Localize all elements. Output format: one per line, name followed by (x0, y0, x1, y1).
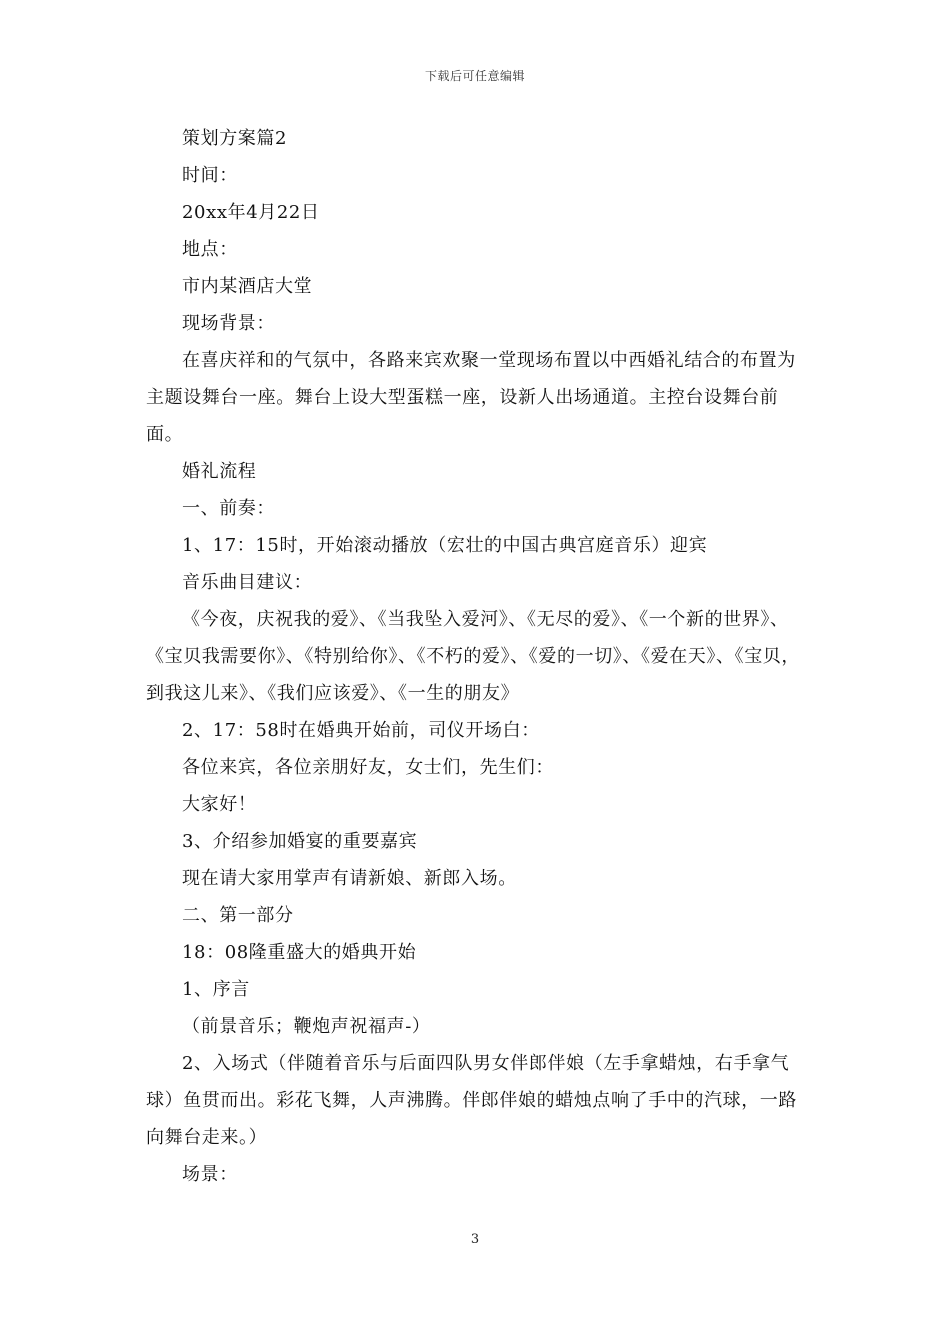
flow-heading: 婚礼流程 (182, 461, 257, 482)
section-title: 策划方案篇2 (182, 128, 288, 149)
music-suggestion-label: 音乐曲目建议： (182, 572, 313, 593)
background-label: 现场背景： (182, 313, 275, 334)
greeting-line: 各位来宾，各位亲朋好友，女士们，先生们： (182, 757, 554, 778)
prelude-item-3: 3、介绍参加婚宴的重要嘉宾 (182, 831, 418, 852)
part-two-heading: 二、第一部分 (182, 905, 294, 926)
background-text: 在喜庆祥和的气氛中，各路来宾欢聚一堂现场布置以中西婚礼结合的布置为主题设舞台一座。舞台上设大型蛋糕一座，设新人出场通道。主控台设舞台前面。 (146, 350, 796, 445)
time-label: 时间： (182, 165, 238, 186)
page-header-note: 下载后可任意编辑 (424, 69, 525, 83)
prelude-heading: 一、前奏： (182, 498, 275, 519)
prelude-item-1: 1、17：15时，开始滚动播放（宏壮的中国古典宫庭音乐）迎宾 (182, 535, 708, 556)
location-label: 地点： (182, 239, 238, 260)
invite-line: 现在请大家用掌声有请新娘、新郎入场。 (182, 868, 517, 889)
page-number: 3 (470, 1232, 480, 1247)
greeting-hello: 大家好！ (182, 794, 257, 815)
preface-music: （前景音乐；鞭炮声祝福声-） (182, 1016, 431, 1037)
preface-item: 1、序言 (182, 979, 250, 1000)
ceremony-start: 18：08隆重盛大的婚典开始 (182, 942, 417, 963)
scene-label: 场景： (182, 1164, 238, 1185)
time-value: 20xx年4月22日 (182, 202, 320, 223)
music-list: 《今夜，庆祝我的爱》、《当我坠入爱河》、《无尽的爱》、《一个新的世界》、《宝贝我需要你》、《特别给你》、《不朽的爱》、《爱的一切》、《爱在天》、《宝贝，到我这儿来》、《我们应该爱》、《一生的朋友》 (146, 609, 800, 704)
location-value: 市内某酒店大堂 (182, 276, 313, 297)
prelude-item-2: 2、17：58时在婚典开始前，司仪开场白： (182, 720, 540, 741)
entrance-item: 2、入场式（伴随着音乐与后面四队男女伴郎伴娘（左手拿蜡烛，右手拿气球）鱼贯而出。彩花飞舞，人声沸腾。伴郎伴娘的蜡烛点响了手中的汽球，一路向舞台走来。） (146, 1053, 797, 1148)
document-body (146, 120, 810, 1193)
